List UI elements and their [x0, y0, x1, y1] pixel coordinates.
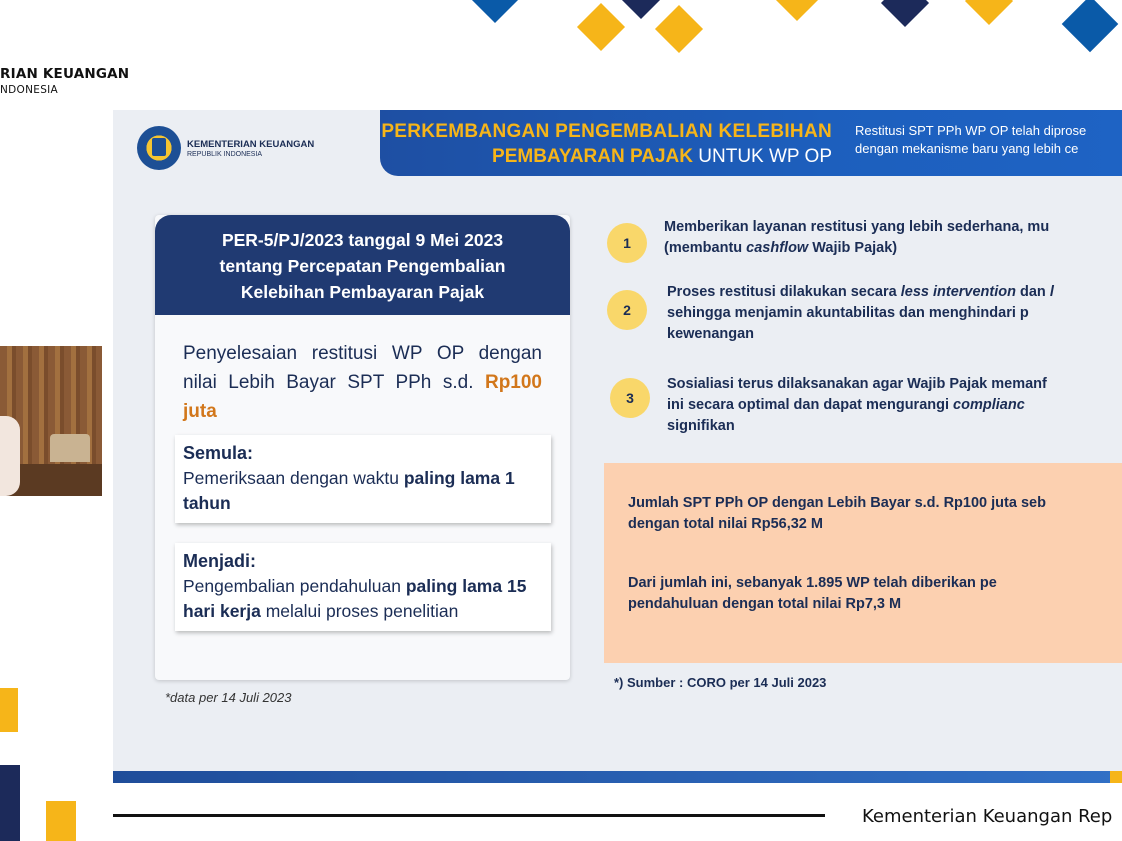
slide-title-line2-bold: PEMBAYARAN PAJAK — [492, 146, 693, 167]
regulation-card-body — [155, 315, 570, 426]
outer-ministry-logo — [0, 66, 129, 96]
decor-bar — [46, 801, 76, 841]
slide-subtitle — [855, 122, 1086, 158]
lead-text: Penyelesaian restitusi WP OP dengan nilai Lebih Bayar SPT PPh s.d. — [183, 343, 542, 393]
regulation-card-header — [155, 215, 570, 315]
point-number-badge: 3 — [610, 378, 650, 418]
statistic-1: Jumlah SPT PPh OP dengan Lebih Bayar s.d. Rp100 juta seb dengan total nilai Rp56,32 M — [628, 495, 1046, 532]
slide-title-line1: PERKEMBANGAN PENGEMBALIAN KELEBIHAN — [381, 121, 832, 142]
decor-bar — [0, 688, 18, 732]
decor-diamond — [655, 5, 703, 53]
decor-diamond — [881, 0, 929, 27]
outer-logo-line2: NDONESIA — [0, 84, 59, 96]
slide-title-line2 — [492, 146, 832, 168]
statistics-box — [604, 463, 1122, 663]
lead-amount: Rp100 juta — [183, 372, 542, 422]
slide-logo — [137, 126, 314, 170]
menjadi-text: Pengembalian pendahuluan paling lama 15 hari kerja melalui proses penelitian — [183, 576, 527, 621]
decor-diamond — [773, 0, 821, 21]
card-header-line2: tentang Percepatan Pengembalian — [219, 256, 506, 276]
decor-diamond — [577, 3, 625, 51]
card-header-line3: Kelebihan Pembayaran Pajak — [240, 282, 485, 302]
decor-diamond — [1062, 0, 1119, 52]
decor-diamond — [617, 0, 665, 19]
data-note: *data per 14 Juli 2023 — [165, 690, 292, 705]
outer-logo-line1: RIAN KEUANGAN — [0, 66, 130, 82]
footer-divider — [113, 814, 825, 817]
statistic-2: Dari jumlah ini, sebanyak 1.895 WP telah diberikan pe pendahuluan dengan total nilai Rp7,3 M — [628, 575, 997, 612]
card-lead-text — [183, 339, 542, 426]
slide-subtitle-line1: Restitusi SPT PPh WP OP telah diprose — [855, 123, 1087, 138]
decor-diamond — [471, 0, 519, 23]
semula-text: Pemeriksaan dengan waktu paling lama 1 tahun — [183, 468, 515, 513]
menjadi-box — [175, 543, 551, 631]
semula-heading: Semula: — [183, 443, 254, 463]
card-header-line1: PER-5/PJ/2023 tanggal 9 Mei 2023 — [221, 230, 504, 250]
presentation-slide — [113, 110, 1122, 783]
footer-text: Kementerian Keuangan Rep — [862, 806, 1113, 827]
point-3-text: Sosialiasi terus dilaksanakan agar Wajib Pajak memanf ini secara optimal dan dapat mengurangi complianc signifikan — [667, 376, 1047, 434]
slide-bottom-accent — [1110, 771, 1122, 783]
slide-logo-line1: KEMENTERIAN KEUANGAN — [187, 138, 315, 150]
decor-bar — [0, 765, 20, 841]
slide-logo-line2: REPUBLIK INDONESIA — [187, 150, 263, 158]
speaker-video-thumbnail — [0, 346, 102, 496]
regulation-card — [155, 215, 570, 680]
slide-bottom-band — [113, 771, 1122, 783]
kemenkeu-emblem-icon — [137, 126, 181, 170]
point-2-text: Proses restitusi dilakukan secara less intervention dan l sehingga menjamin akuntabilitas dan menghindari p kewenangan — [667, 284, 1054, 342]
semula-box — [175, 435, 551, 523]
point-number-badge: 1 — [607, 223, 647, 263]
source-note: *) Sumber : CORO per 14 Juli 2023 — [614, 675, 827, 690]
menjadi-heading: Menjadi: — [183, 551, 257, 571]
point-number-badge: 2 — [607, 290, 647, 330]
slide-subtitle-line2: dengan mekanisme baru yang lebih ce — [855, 141, 1079, 156]
title-banner — [380, 110, 1122, 176]
slide-title-line2-rest: UNTUK WP OP — [698, 146, 832, 167]
decor-diamond — [965, 0, 1013, 25]
point-1-text: Memberikan layanan restitusi yang lebih sederhana, mu (membantu cashflow Wajib Pajak) — [664, 219, 1050, 256]
